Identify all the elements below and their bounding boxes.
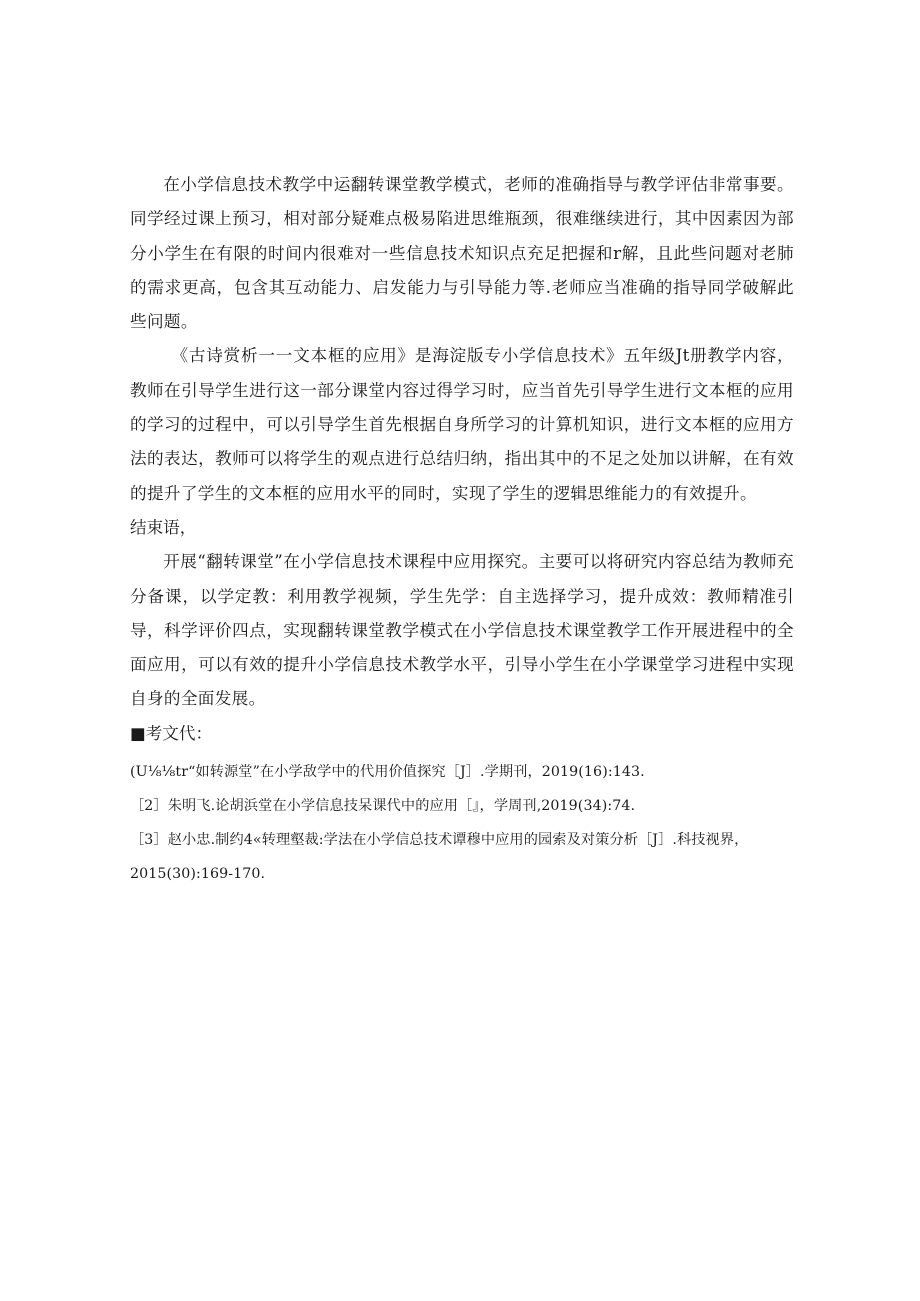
document-body [130, 168, 794, 891]
paragraph-conclusion: 开展“翻转课堂”在小学信息技术课程中应用探究。主要可以将研究内容总结为教师充分备课，以学定教：利用教学视频，学生先学：自主选择学习，提升成效：教师精准引导，科学评价四点，实现翻转课堂教学模式在小学信息技术课堂教学工作开展进程中的全面应用，可以有效的提升小学信息技术教学水平，引导小学生在小学课堂学习进程中实现自身的全面发展。 [130, 552, 794, 709]
reference-item: ［2］朱明飞.论胡浜堂在小学信息技呆课代中的应用［』，学周刊,2019(34):74. [130, 798, 636, 815]
references-list [130, 755, 794, 891]
references-heading: ■考文代： [130, 723, 213, 743]
paragraph-poetry-textbox: 《古诗赏析一一文本框的应用》是海淀版专小学信息技术》五年级Jt册教学内容，教师在引导学生进行这一部分课堂内容过得学习时，应当首先引导学生进行文本框的应用的学习的过程中，可以引导学生首先根据自身所学习的计算机知识，进行文本框的应用方法的表达，教师可以将学生的观点进行总结归纳，指出其中的不足之处加以讲解，在有效的提升了学生的文本框的应用水平的同时，实现了学生的逻辑思维能力的有效提升。 [130, 346, 794, 503]
conclusion-heading: 结束语， [130, 517, 197, 537]
reference-item: (U⅛⅛tr“如转源堂”在小学敌学中的代用价值探究［J］.学期刊，2019(16):143. [130, 764, 645, 781]
reference-item: ［3］赵小忠.制约4«转理壑裁:学法在小学信总技术谭穆中应用的园索及对策分析［J］.科技视界，2015(30):169-170. [130, 832, 749, 883]
paragraph-teacher-guidance: 在小学信息技术教学中运翻转课堂教学模式，老师的准确指导与教学评估非常事要。同学经过课上预习，相对部分疑难点极易陷进思维瓶颈，很难继续进行，其中因素因为部分小学生在有限的时间内很难对一些信息技术知识点充足把握和r解，且此些问题对老肺的需求更高，包含其互动能力、启发能力与引导能力等.老师应当准确的指导同学破解此些问题。 [130, 175, 794, 332]
